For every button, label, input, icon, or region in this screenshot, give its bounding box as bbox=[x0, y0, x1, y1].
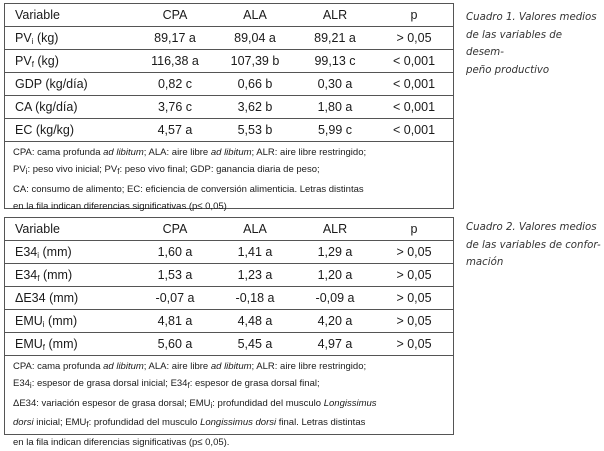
table-row bbox=[5, 241, 453, 264]
row-variable: $E34_f$ (mm) bbox=[5, 264, 135, 287]
cell-p: > 0,05 bbox=[375, 287, 453, 310]
row-variable: GDP (kg/día) bbox=[5, 73, 135, 96]
table2-notes bbox=[5, 356, 453, 451]
cell-alr: 89,21 a bbox=[295, 27, 375, 50]
cell-ala: 0,66 b bbox=[215, 73, 295, 96]
cell-cpa: -0,07 a bbox=[135, 287, 215, 310]
header-cpa: CPA bbox=[135, 4, 215, 27]
row-variable: $PV_f$ (kg) bbox=[5, 50, 135, 73]
header-cpa: CPA bbox=[135, 218, 215, 241]
cell-ala: -0,18 a bbox=[215, 287, 295, 310]
cell-p: < 0,001 bbox=[375, 96, 453, 119]
header-alr: ALR bbox=[295, 4, 375, 27]
table-row bbox=[5, 73, 453, 96]
cell-alr: 99,13 c bbox=[295, 50, 375, 73]
header-ala: ALA bbox=[215, 4, 295, 27]
caption-line: peño productivo bbox=[466, 64, 550, 76]
cell-ala: 3,62 b bbox=[215, 96, 295, 119]
cell-p: > 0,05 bbox=[375, 241, 453, 264]
cell-cpa: 89,17 a bbox=[135, 27, 215, 50]
cell-ala: 1,23 a bbox=[215, 264, 295, 287]
caption-line: de las variables de desem- bbox=[466, 29, 562, 58]
note-line: $E34_i$: espesor de grasa dorsal inicial; $E34_f$: espesor de grasa dorsal final; bbox=[13, 378, 320, 391]
table1-notes bbox=[5, 142, 453, 216]
note-line: dorsi inicial; $EMU_f$: profundidad del musculo Longissimus dorsi final. Letras distintas bbox=[13, 417, 366, 430]
cell-p: < 0,001 bbox=[375, 50, 453, 73]
cell-p: < 0,001 bbox=[375, 73, 453, 96]
cell-p: > 0,05 bbox=[375, 27, 453, 50]
cell-cpa: 1,53 a bbox=[135, 264, 215, 287]
caption-line: de las variables de confor- bbox=[466, 239, 601, 251]
cell-alr: 1,29 a bbox=[295, 241, 375, 264]
row-variable: ΔE34 (mm) bbox=[5, 287, 135, 310]
caption-line: Cuadro 1. Valores medios bbox=[466, 12, 597, 23]
cell-ala: 107,39 b bbox=[215, 50, 295, 73]
cell-ala: 5,45 a bbox=[215, 333, 295, 356]
table-row bbox=[5, 310, 453, 333]
row-variable: $PV_i$ (kg) bbox=[5, 27, 135, 50]
table-row bbox=[5, 264, 453, 287]
table-row bbox=[5, 27, 453, 50]
table1-header-row bbox=[5, 4, 453, 27]
cell-alr: 4,20 a bbox=[295, 310, 375, 333]
header-alr: ALR bbox=[295, 218, 375, 241]
row-variable: $EMU_i$ (mm) bbox=[5, 310, 135, 333]
cell-p: < 0,001 bbox=[375, 119, 453, 142]
cell-cpa: 3,76 c bbox=[135, 96, 215, 119]
table1 bbox=[5, 4, 453, 142]
table2-box bbox=[4, 217, 454, 448]
cell-ala: 89,04 a bbox=[215, 27, 295, 50]
note-line: CPA: cama profunda ad libitum; ALA: aire libre ad libitum; ALR: aire libre restringido; bbox=[13, 147, 367, 158]
caption-cuadro-2 bbox=[466, 219, 602, 272]
cell-alr: 1,80 a bbox=[295, 96, 375, 119]
row-variable: $EMU_f$ (mm) bbox=[5, 333, 135, 356]
header-variable: Variable bbox=[5, 4, 135, 27]
header-ala: ALA bbox=[215, 218, 295, 241]
table-row bbox=[5, 96, 453, 119]
cell-ala: 5,53 b bbox=[215, 119, 295, 142]
cell-alr: 5,99 c bbox=[295, 119, 375, 142]
cell-p: > 0,05 bbox=[375, 264, 453, 287]
note-line: CA: consumo de alimento; EC: eficiencia de conversión alimenticia. Letras distintas bbox=[13, 183, 364, 195]
cell-cpa: 4,57 a bbox=[135, 119, 215, 142]
table-row bbox=[5, 50, 453, 73]
table2 bbox=[5, 218, 453, 356]
row-variable: EC (kg/kg) bbox=[5, 119, 135, 142]
header-variable: Variable bbox=[5, 218, 135, 241]
cell-cpa: 1,60 a bbox=[135, 241, 215, 264]
note-line: en la fila indican diferencias significativas (p≤ 0,05). bbox=[13, 436, 230, 448]
cell-cpa: 4,81 a bbox=[135, 310, 215, 333]
note-line: ΔE34: variación espesor de grasa dorsal; $EMU_i$: profundidad del musculo Longissimus bbox=[13, 397, 377, 410]
header-p: p bbox=[375, 218, 453, 241]
cell-ala: 4,48 a bbox=[215, 310, 295, 333]
row-variable: CA (kg/día) bbox=[5, 96, 135, 119]
cell-p: > 0,05 bbox=[375, 333, 453, 356]
note-line: CPA: cama profunda ad libitum; ALA: aire libre ad libitum; ALR: aire libre restringido; bbox=[13, 361, 367, 372]
cell-alr: 0,30 a bbox=[295, 73, 375, 96]
note-line: en la fila indican diferencias significativas (p≤ 0,05) bbox=[13, 201, 227, 213]
cell-alr: -0,09 a bbox=[295, 287, 375, 310]
cell-alr: 4,97 a bbox=[295, 333, 375, 356]
cell-ala: 1,41 a bbox=[215, 241, 295, 264]
cell-alr: 1,20 a bbox=[295, 264, 375, 287]
table-row bbox=[5, 287, 453, 310]
note-line: $PV_i$: peso vivo inicial; $PV_f$: peso vivo final; GDP: ganancia diaria de peso; bbox=[13, 164, 320, 177]
row-variable: $E34_i$ (mm) bbox=[5, 241, 135, 264]
cell-cpa: 0,82 c bbox=[135, 73, 215, 96]
table-row bbox=[5, 333, 453, 356]
cell-cpa: 116,38 a bbox=[135, 50, 215, 73]
table2-header-row bbox=[5, 218, 453, 241]
header-p: p bbox=[375, 4, 453, 27]
caption-cuadro-1 bbox=[466, 9, 602, 79]
caption-line: Cuadro 2. Valores medios bbox=[466, 222, 597, 233]
table-row bbox=[5, 119, 453, 142]
cell-p: > 0,05 bbox=[375, 310, 453, 333]
cell-cpa: 5,60 a bbox=[135, 333, 215, 356]
caption-line: mación bbox=[466, 257, 504, 268]
table1-box bbox=[4, 3, 454, 213]
